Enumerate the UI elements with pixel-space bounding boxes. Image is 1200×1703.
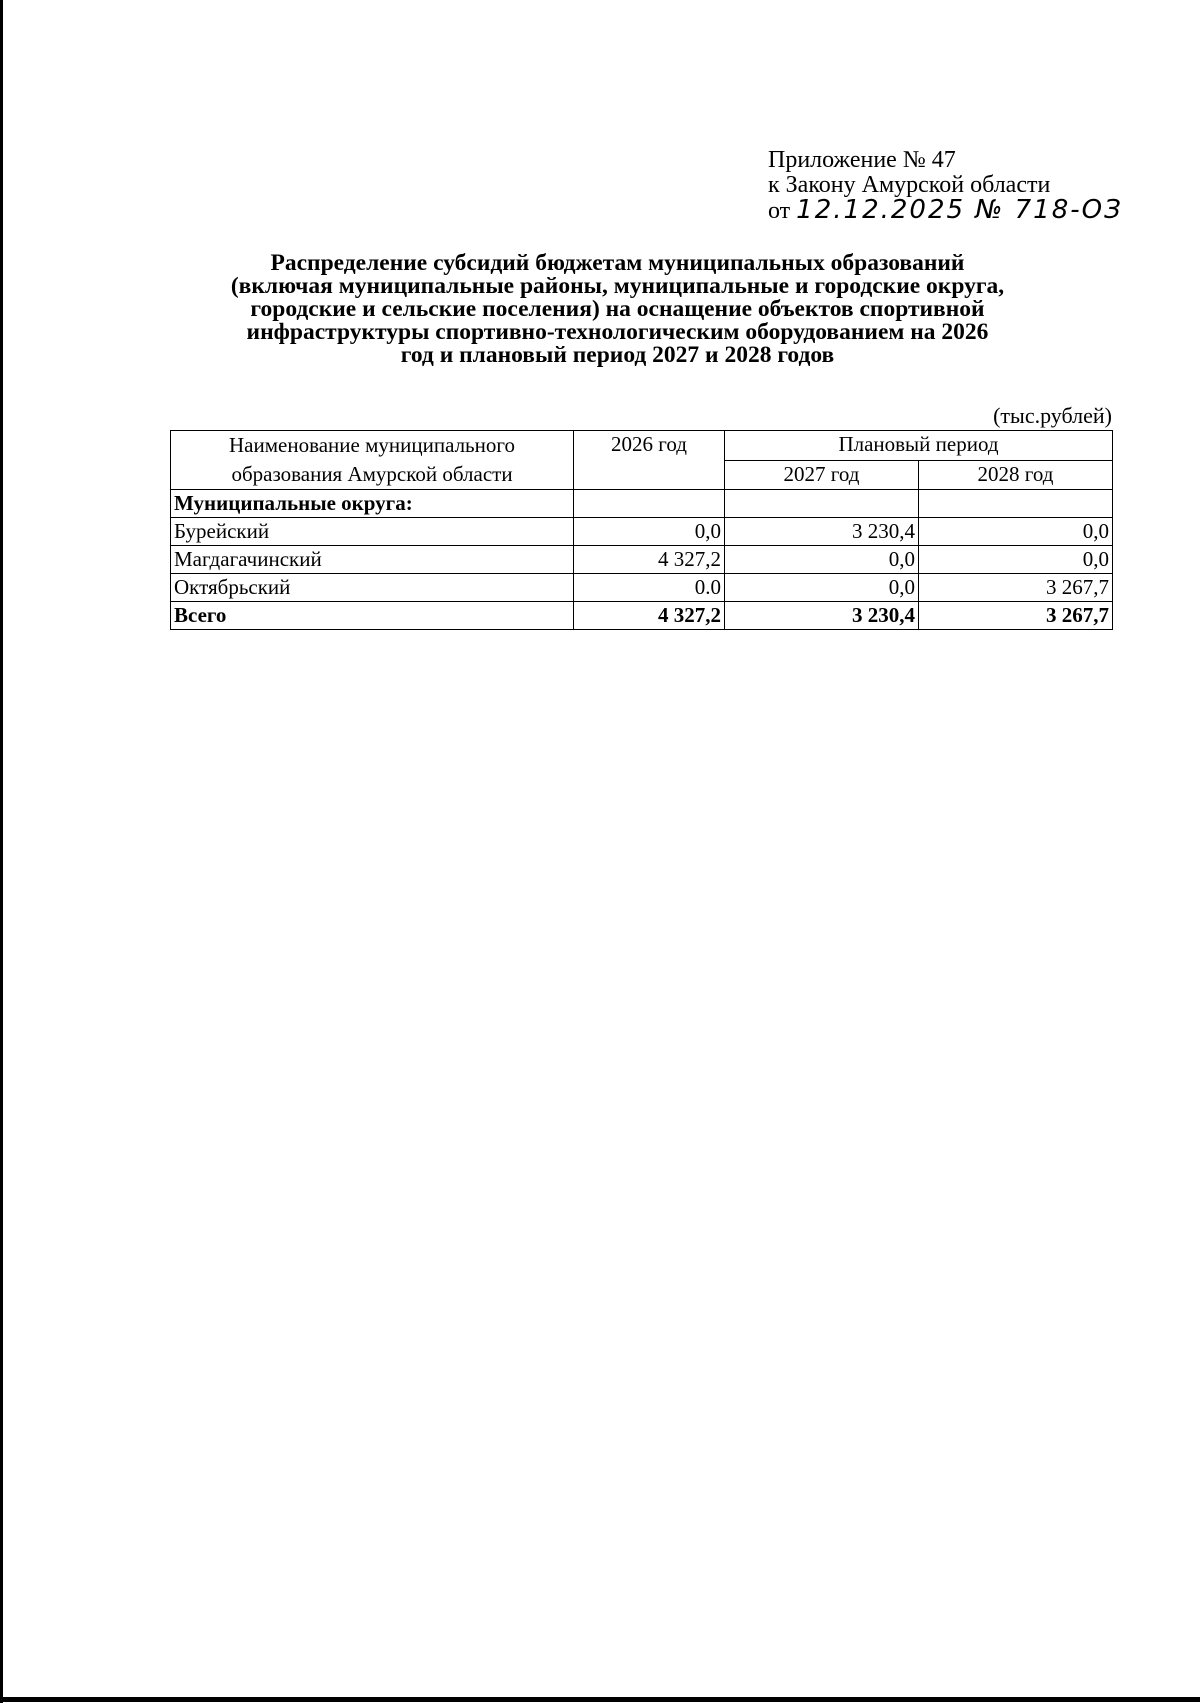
appendix-law-ref: к Закону Амурской области [768,172,1051,198]
title-line: инфраструктуры спортивно-технологическим оборудованием на 2026 [246,319,989,345]
row-2026: 4 327,2 [574,546,725,574]
row-2028: 3 267,7 [918,574,1112,602]
scan-edge-bottom [0,1697,1200,1702]
table-row [171,574,1113,602]
title-line: Распределение субсидий бюджетам муниципальных образований [270,250,965,276]
row-2026: 0.0 [574,574,725,602]
appendix-date-line [768,195,1123,225]
row-2026: 0,0 [574,518,725,546]
scan-edge-left [0,0,3,1703]
header-planned-period: Плановый период [725,431,1113,461]
document-title [150,252,1085,367]
empty-cell [918,490,1112,518]
table-row [171,546,1113,574]
handwritten-date-number: 12.12.2025 № 718-ОЗ [796,195,1123,225]
row-name: Магдагачинский [171,546,574,574]
empty-cell [725,490,919,518]
table-header-row [171,431,1113,461]
total-label: Всего [171,602,574,630]
header-municipality-name: Наименование муниципального образования Амурской области [171,431,574,490]
row-2027: 0,0 [725,574,919,602]
appendix-number: Приложение № 47 [768,147,956,173]
section-row [171,490,1113,518]
units-label: (тыс.рублей) [993,403,1112,428]
header-2028: 2028 год [918,460,1112,490]
header-2027: 2027 год [725,460,919,490]
empty-cell [574,490,725,518]
row-2028: 0,0 [918,546,1112,574]
header-2026: 2026 год [574,431,725,490]
total-2026: 4 327,2 [574,602,725,630]
title-line: (включая муниципальные районы, муниципальные и городские округа, [230,273,1005,299]
row-name: Бурейский [171,518,574,546]
total-row [171,602,1113,630]
appendix-date-prefix: от [768,198,791,224]
appendix-header [768,148,1123,224]
title-line: городские и сельские поселения) на оснащение объектов спортивной [250,296,985,322]
row-2027: 0,0 [725,546,919,574]
row-2028: 0,0 [918,518,1112,546]
total-2028: 3 267,7 [918,602,1112,630]
total-2027: 3 230,4 [725,602,919,630]
section-label: Муниципальные округа: [171,490,574,518]
subsidy-table [170,430,1113,630]
table-row [171,518,1113,546]
title-line: год и плановый период 2027 и 2028 годов [400,342,835,368]
row-name: Октябрьский [171,574,574,602]
row-2027: 3 230,4 [725,518,919,546]
